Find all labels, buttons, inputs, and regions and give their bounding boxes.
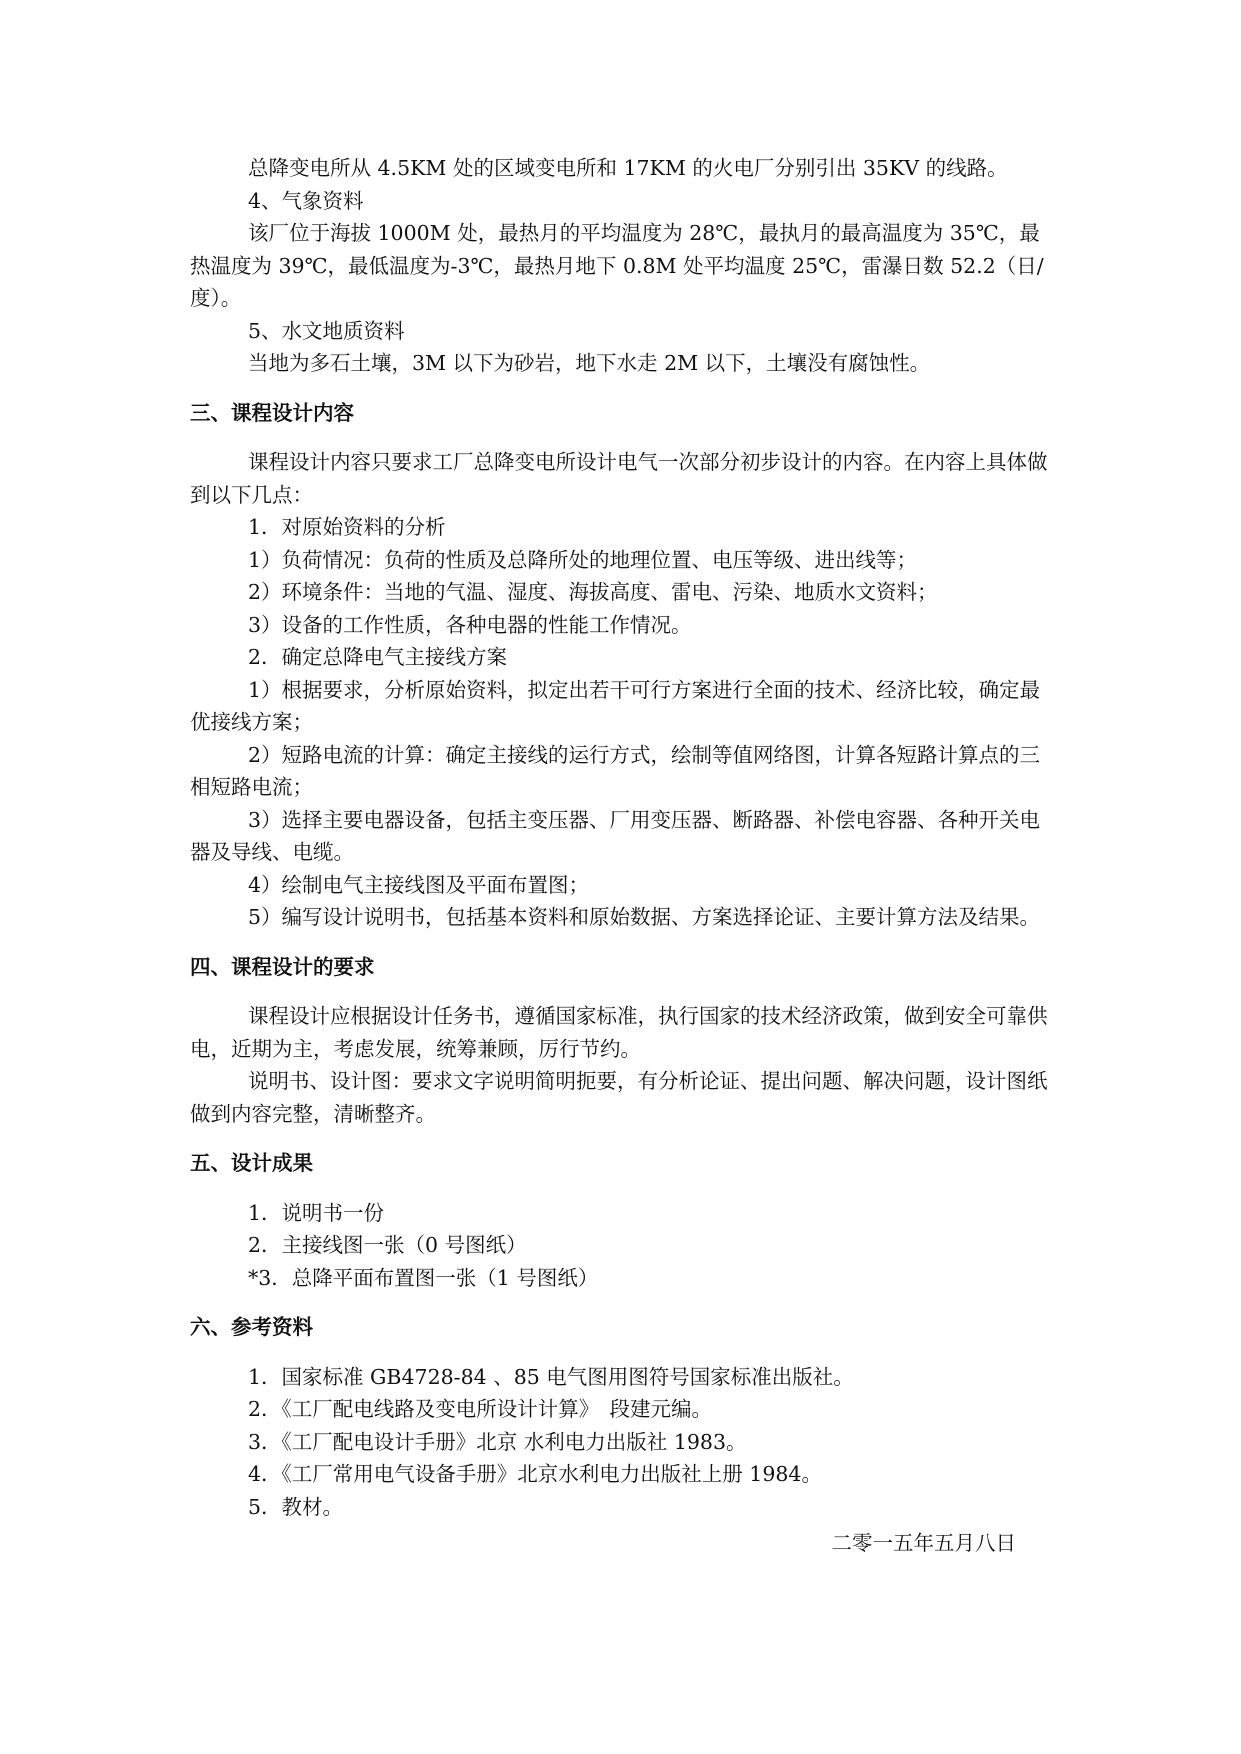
reference-item: 5．教材。 [248,1494,344,1519]
section-3-intro: 课程设计内容只要求工厂总降变电所设计电气一次部分初步设计的内容。在内容上具体做到以下几点： [190,450,1048,507]
section-3-paragraph: 1）根据要求，分析原始资料，拟定出若干可行方案进行全面的技术、经济比较，确定最优接线方案； [190,677,1041,734]
section-3-item: 2）环境条件：当地的气温、湿度、海拔高度、雷电、污染、地质水文资料； [248,580,938,604]
deliverable-item: 2．主接线图一张（0 号图纸） [248,1233,527,1257]
weather-text: 该厂位于海拔 1000M 处，最热月的平均温度为 28℃，最执月的最高温度为 35℃，最热温度为 39℃，最低温度为-3℃，最热月地下 0.8M 处平均温度 25℃，雷瀑日数 52.2（日/度）。 [190,221,1044,310]
deliverable-item: *3．总降平面布置图一张（1 号图纸） [248,1265,599,1290]
reference-item: 4．《工厂常用电气设备手册》北京水利电力出版社上册 1984。 [248,1462,822,1486]
section-3-item: 2．确定总降电气主接线方案 [248,645,508,669]
reference-item: 1．国家标准 GB4728-84 、85 电气图用图符号国家标准出版社。 [248,1364,854,1389]
section-4-paragraph: 说明书、设计图：要求文字说明简明扼要，有分析论证、提出问题、解决问题，设计图纸做到内容完整，清晰整齐。 [190,1069,1048,1126]
intro-line: 总降变电所从 4.5KM 处的区域变电所和 17KM 的火电厂分别引出 35KV 的线路。 [248,156,1008,180]
section-4-title: 四、课程设计的要求 [190,954,375,979]
section-3-item: 1．对原始资料的分析 [248,515,446,539]
hydro-heading: 5、水文地质资料 [248,318,405,343]
section-3-item: 3）设备的工作性质，各种电器的性能工作情况。 [248,612,692,637]
section-6-title: 六、参考资料 [190,1315,313,1339]
section-5-title: 五、设计成果 [190,1151,313,1175]
deliverable-item: 1．说明书一份 [248,1200,385,1225]
section-3-paragraph: 2）短路电流的计算：确定主接线的运行方式，绘制等值网络图，计算各短路计算点的三相短路电流； [190,742,1041,799]
reference-item: 3．《工厂配电设计手册》北京 水利电力出版社 1983。 [248,1429,747,1454]
section-4-paragraph: 课程设计应根据设计任务书，遵循国家标准，执行国家的技术经济政策，做到安全可靠供电，近期为主，考虑发展，统筹兼顾，厉行节约。 [190,1004,1048,1061]
section-3-item: 1）负荷情况：负荷的性质及总降所处的地理位置、电压等级、进出线等； [248,547,918,572]
document-body [190,152,1048,1560]
hydro-text: 当地为多石土壤，3M 以下为砂岩，地下水走 2M 以下，土壤没有腐蚀性。 [248,351,931,375]
weather-heading: 4、气象资料 [248,188,364,213]
section-3-title: 三、课程设计内容 [190,400,354,425]
section-3-paragraph: 4）绘制电气主接线图及平面布置图； [248,872,590,897]
section-3-paragraph: 5）编写设计说明书，包括基本资料和原始数据、方案选择论证、主要计算方法及结果。 [248,905,1041,929]
section-3-paragraph: 3）选择主要电器设备，包括主变压器、厂用变压器、断路器、补偿电容器、各种开关电器及导线、电缆。 [190,807,1041,864]
document-date: 二零一五年五月八日 [831,1531,1016,1555]
reference-item: 2．《工厂配电线路及变电所设计计算》 段建元编。 [248,1397,713,1421]
